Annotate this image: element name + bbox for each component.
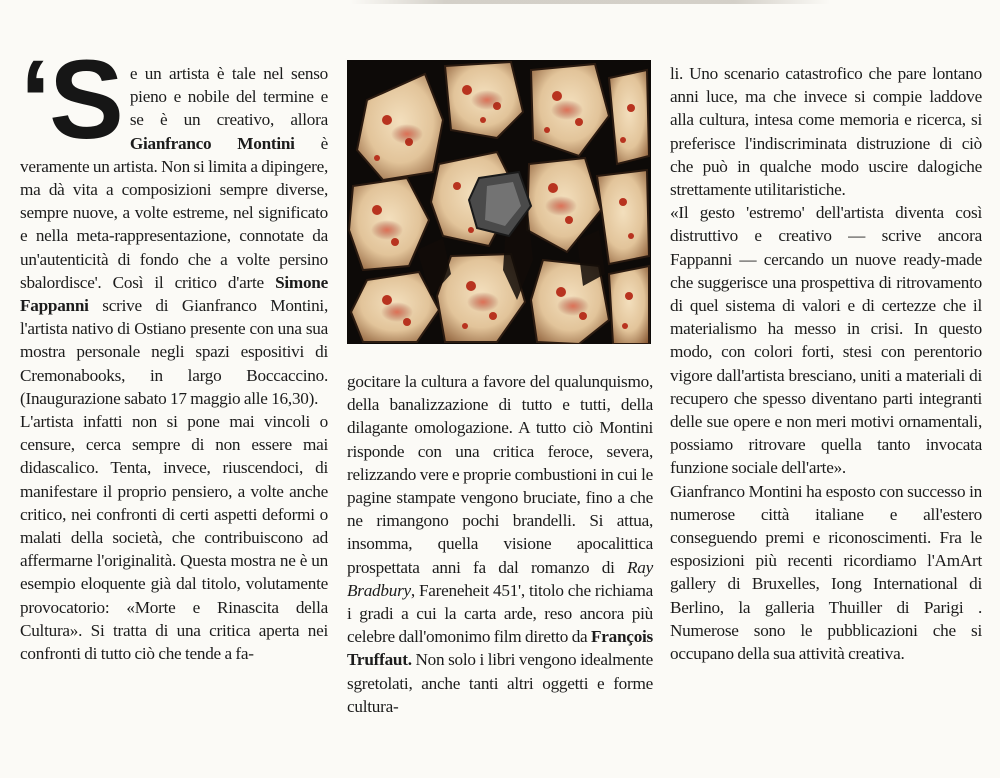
drop-cap: ‘S	[20, 37, 122, 162]
burned-pages-artwork	[347, 60, 651, 344]
paragraph-intro: e un artista è tale nel senso pieno e nobile del termine e se è un creativo, allora Gianfranco Montini è veramente un artista. Non si limita a dipingere, ma dà vita a composizioni sempre diverse, sempre nuove, a volte estreme, nel significato e nella meta-rappresentazione, connotate da un'autenticità di fondo che a volte persino sbalordisce'. Così il critico d'arte Simone Fappanni scrive di Gianfranco Montini, l'artista nativo di Ostiano presente con una sua mostra personale negli spazi espositivi di Cremonabooks, in largo Boccaccino. (Inaugurazione sabato 17 maggio alle 16,30).	[20, 64, 328, 408]
critic-name: Simone Fappanni	[20, 272, 328, 316]
director-name: François Truffaut.	[347, 627, 653, 670]
paragraph-3: gocitare la cultura a favore del qualunquismo, della banalizzazione di tutto e tutti, della dilagante omologazione. A tutto ciò Montini risponde con una critica feroce, severa, relizzando vere e proprie combustioni in cui le pagine stampate vengono bruciate, fino a che ne rimangono pochi brandelli. Si attua, insomma, quella visione apocalittica prospettata anni fa dal romanzo di Ray Bradbury, Fareneheit 451', titolo che richiama i gradi a cui la carta arde, reso ancora più celebre dall'omonimo film diretto da François Truffaut. Non solo i libri vengono idealmente sgretolati, anche tanti altri oggetti e forme cultura-	[347, 372, 653, 716]
article-column-2	[347, 370, 653, 718]
artist-name: Gianfranco Montini	[129, 133, 295, 153]
top-rule	[350, 0, 830, 4]
paragraph-2: L'artista infatti non si pone mai vincoli o censure, cerca sempre di non essere mai didascalico. Tenta, invece, riuscendoci, di manifestare il proprio pensiero, a volte anche critico, nei confronti di certi aspetti deformi o malati della società, che contribuiscono ad affermarne l'originalità. Questa mostra ne è un esempio eloquente già dal titolo, volutamente provocatorio: «Morte e Rinascita della Cultura». Si tratta di una critica aperta nei confronti di tutto ciò che tende a fa-	[20, 412, 328, 664]
paragraph-quote: «Il gesto 'estremo' dell'artista diventa così distruttivo e creativo — scrive ancora Fappanni — cercando un nuove ready-made che suggerisce una prospettiva di ritrovamento di quel sistema di valori e di certezze che il materialismo ha messo in crisi. In questo modo, con colori forti, stesi con perentorio vigore dall'artista bresciano, uniti a materiali di recupero che spesso diventano parti integranti delle sue opere e non meri motivi ornamentali, possiamo ritrovare quella tanto invocata funzione sociale dell'arte».	[670, 203, 982, 478]
article-column-1	[20, 37, 328, 665]
paragraph-4: li. Uno scenario catastrofico che pare lontano anni luce, ma che invece si compie laddove alla cultura, intesa come memoria e ricerca, si preferisce l'indiscriminata distruzione di ciò che può in qualche modo uscire dalogiche strettamente utilitaristiche.	[670, 64, 982, 200]
author-name: Ray Bradbury	[347, 557, 653, 600]
artwork-photo	[347, 60, 651, 344]
paragraph-bio: Gianfranco Montini ha esposto con successo in numerose città italiane e all'estero conseguendo premi e riconoscimenti. Fra le esposizioni più recenti ricordiamo l'AmArt gallery di Bruxelles, Iong International di Berlino, la galleria Thuiller di Parigi . Numerose sono le pubblicazioni che si occupano della sua attività creativa.	[670, 481, 982, 664]
article-column-3	[670, 62, 982, 665]
